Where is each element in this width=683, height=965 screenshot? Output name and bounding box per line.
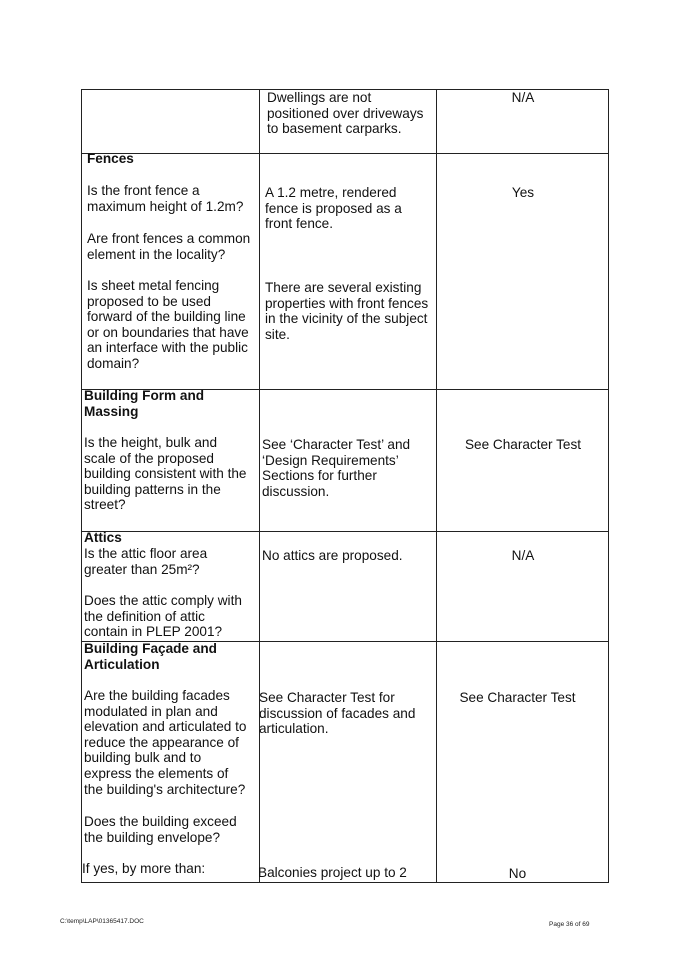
attics-compliance-text: N/A [511, 548, 535, 563]
column-divider [436, 89, 437, 883]
fence-height-question: Is the front fence a maximum height of 1.2m? [87, 183, 244, 214]
attic-area-question: Is the attic floor area greater than 25m²? [84, 546, 208, 577]
fence-proposal-text: A 1.2 metre, rendered fence is proposed as a front fence. [265, 185, 402, 232]
envelope-question: Does the building exceed the building envelope? [84, 814, 237, 845]
fences-heading: Fences [87, 151, 134, 166]
driveway-proposal-text: Dwellings are not positioned over driveways to basement carparks. [267, 90, 424, 137]
sheet-metal-fencing-question: Is sheet metal fencing proposed to be used forward of the building line or on boundaries that have an interface with the public domain? [87, 278, 249, 371]
building-bulk-question: Is the height, bulk and scale of the proposed building consistent with the building patterns in the street? [84, 435, 247, 513]
building-form-proposal-text: See ‘Character Test’ and ‘Design Requirements’ Sections for further discussion. [262, 437, 411, 499]
facade-modulation-question: Are the building facades modulated in plan and elevation and articulated to reduce the appearance of building bulk and to express the elements of the building's architecture? [84, 688, 247, 797]
facade-compliance-text: See Character Test [459, 690, 576, 705]
row-divider [81, 531, 609, 532]
attic-definition-question: Does the attic comply with the definition of attic contain in PLEP 2001? [84, 593, 242, 640]
assessment-table [81, 89, 609, 883]
footer-file-path: C:\temp\LAP\01365417.DOC [60, 918, 144, 925]
driveway-compliance-text: N/A [511, 90, 535, 105]
table-border-right [608, 89, 609, 883]
envelope-exceed-question: If yes, by more than: [82, 861, 206, 876]
table-border-left [81, 89, 82, 883]
table-border-bottom [81, 882, 609, 883]
envelope-compliance-text: No [508, 866, 527, 881]
row-divider [81, 153, 609, 154]
attics-heading: Attics [84, 530, 122, 545]
facade-heading: Building Façade and Articulation [84, 641, 217, 672]
building-form-compliance-text: See Character Test [464, 437, 582, 452]
facade-proposal-text: See Character Test for discussion of facades and articulation. [259, 690, 416, 737]
footer-page-number: Page 36 of 69 [549, 921, 590, 928]
balconies-proposal-text: Balconies project up to 2 [258, 865, 407, 880]
attics-proposal-text: No attics are proposed. [262, 548, 403, 563]
fence-common-question: Are front fences a common element in the locality? [87, 231, 251, 262]
building-form-heading: Building Form and Massing [84, 388, 205, 419]
fence-locality-text: There are several existing properties with front fences in the vicinity of the subject site. [265, 280, 429, 342]
fence-compliance-text: Yes [511, 185, 535, 200]
column-divider [259, 89, 260, 883]
